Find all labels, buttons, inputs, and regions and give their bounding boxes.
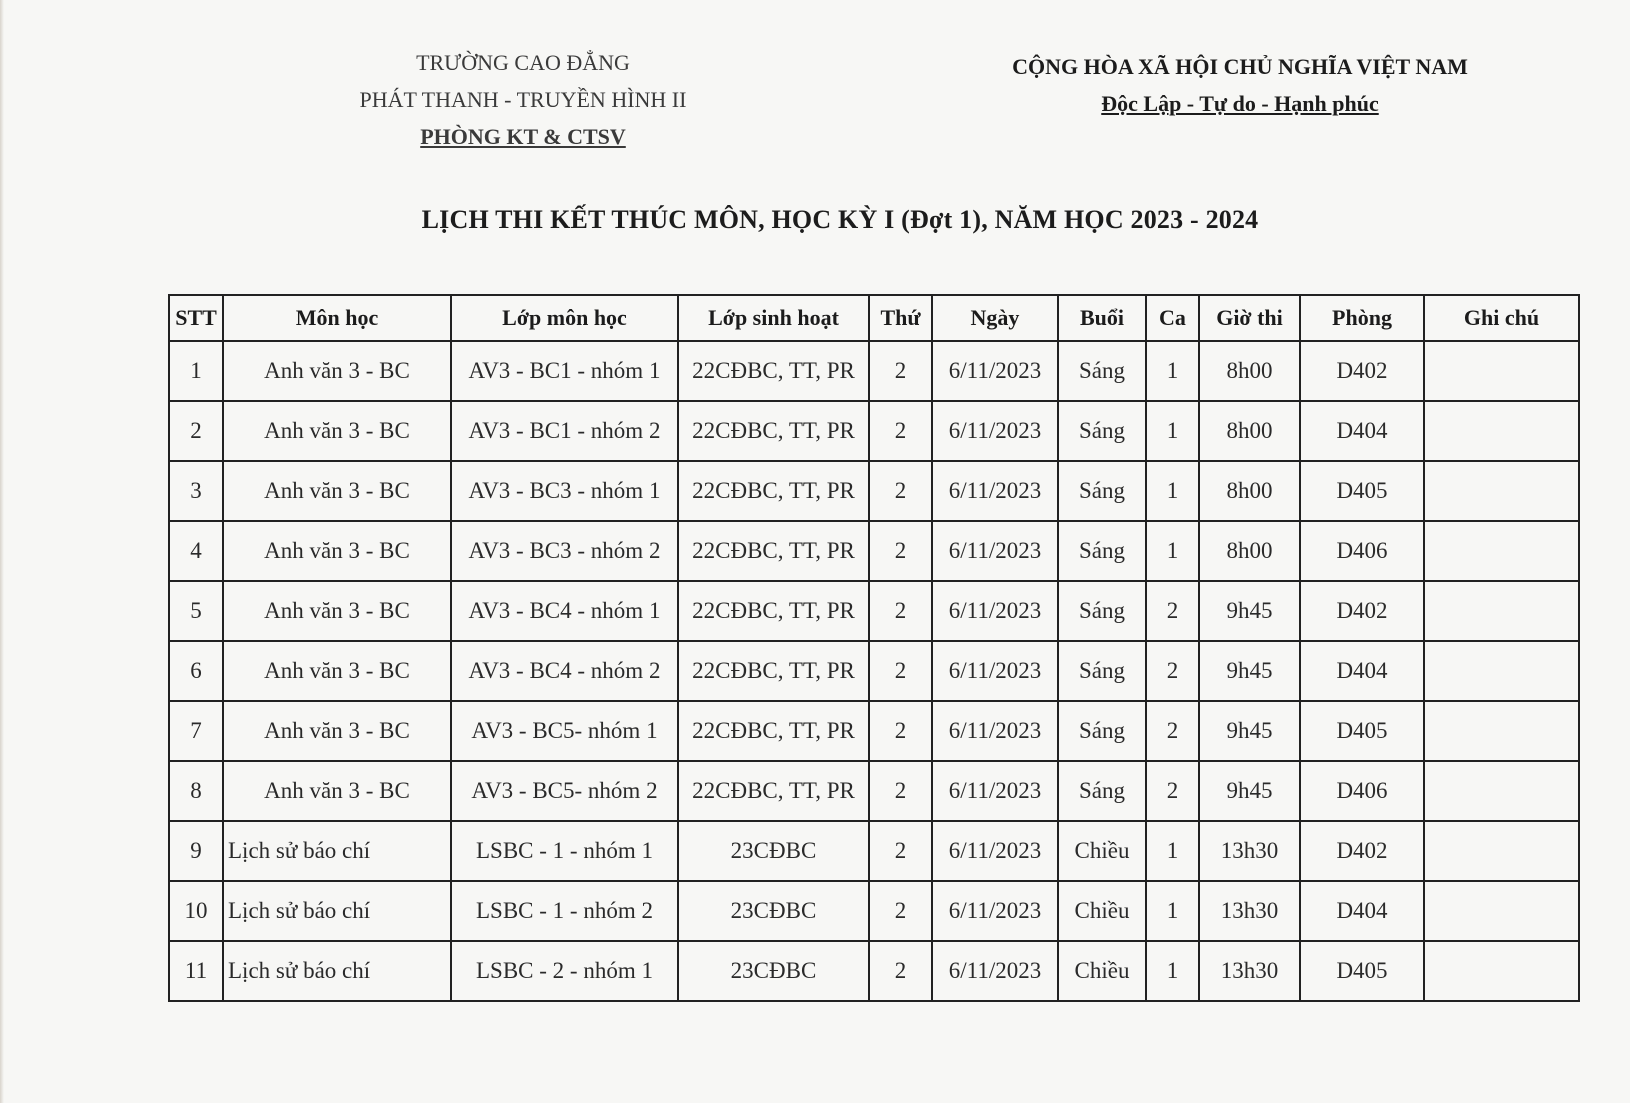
document-title: LỊCH THI KẾT THÚC MÔN, HỌC KỲ I (Đợt 1), NĂM HỌC 2023 - 2024 [421, 205, 1259, 234]
table-cell: 2 [869, 581, 932, 641]
table-cell: 2 [869, 401, 932, 461]
table-cell: 1 [1146, 401, 1199, 461]
table-cell: 13h30 [1199, 941, 1300, 1001]
school-header [318, 44, 728, 155]
table-cell: 22CĐBC, TT, PR [678, 521, 869, 581]
department-name: PHÒNG KT & CTSV [420, 124, 626, 149]
table-cell: AV3 - BC3 - nhóm 1 [451, 461, 678, 521]
table-cell: 22CĐBC, TT, PR [678, 461, 869, 521]
table-cell: 6/11/2023 [932, 581, 1058, 641]
column-header: Môn học [223, 295, 451, 341]
table-cell: AV3 - BC1 - nhóm 1 [451, 341, 678, 401]
table-cell: Sáng [1058, 641, 1146, 701]
table-cell: 2 [869, 821, 932, 881]
table-cell: 9h45 [1199, 701, 1300, 761]
table-cell: D404 [1300, 881, 1424, 941]
table-cell: 2 [1146, 641, 1199, 701]
table-cell: Sáng [1058, 761, 1146, 821]
table-row [169, 701, 1579, 761]
table-row [169, 521, 1579, 581]
table-cell [1424, 341, 1579, 401]
table-cell [1424, 941, 1579, 1001]
table-cell: AV3 - BC5- nhóm 2 [451, 761, 678, 821]
table-cell: AV3 - BC1 - nhóm 2 [451, 401, 678, 461]
table-cell [1424, 761, 1579, 821]
table-cell: D402 [1300, 341, 1424, 401]
table-cell: Chiều [1058, 941, 1146, 1001]
table-cell: Sáng [1058, 401, 1146, 461]
table-row [169, 881, 1579, 941]
table-cell [1424, 881, 1579, 941]
table-cell [1424, 521, 1579, 581]
table-cell: 9h45 [1199, 761, 1300, 821]
table-cell: D404 [1300, 401, 1424, 461]
table-cell: 9h45 [1199, 581, 1300, 641]
table-cell: D405 [1300, 701, 1424, 761]
table-cell: Anh văn 3 - BC [223, 521, 451, 581]
table-cell: LSBC - 2 - nhóm 1 [451, 941, 678, 1001]
table-cell: 2 [869, 461, 932, 521]
table-cell: Anh văn 3 - BC [223, 701, 451, 761]
table-cell [1424, 461, 1579, 521]
table-cell: 10 [169, 881, 223, 941]
table-cell: 8 [169, 761, 223, 821]
table-cell [1424, 701, 1579, 761]
column-header: Lớp sinh hoạt [678, 295, 869, 341]
table-cell: 13h30 [1199, 881, 1300, 941]
table-cell: 22CĐBC, TT, PR [678, 761, 869, 821]
table-cell: Lịch sử báo chí [223, 941, 451, 1001]
table-cell: 2 [869, 881, 932, 941]
table-row [169, 401, 1579, 461]
table-cell: D406 [1300, 761, 1424, 821]
table-cell: D405 [1300, 941, 1424, 1001]
table-cell: 23CĐBC [678, 941, 869, 1001]
table-cell: Sáng [1058, 341, 1146, 401]
table-row [169, 581, 1579, 641]
column-header: Ghi chú [1424, 295, 1579, 341]
table-cell: D405 [1300, 461, 1424, 521]
nation-name: CỘNG HÒA XÃ HỘI CHỦ NGHĨA VIỆT NAM [1012, 54, 1468, 79]
table-cell: 22CĐBC, TT, PR [678, 641, 869, 701]
table-cell: 13h30 [1199, 821, 1300, 881]
column-header: Phòng [1300, 295, 1424, 341]
table-cell: 2 [869, 941, 932, 1001]
table-cell: Anh văn 3 - BC [223, 641, 451, 701]
column-header: Buổi [1058, 295, 1146, 341]
page-edge [0, 0, 4, 1103]
table-cell: 22CĐBC, TT, PR [678, 701, 869, 761]
table-cell: Chiều [1058, 821, 1146, 881]
table-cell: 6/11/2023 [932, 401, 1058, 461]
school-name-line1: TRƯỜNG CAO ĐẲNG [416, 50, 630, 75]
table-body [169, 341, 1579, 1001]
table-cell: 6/11/2023 [932, 641, 1058, 701]
table-cell: 1 [1146, 881, 1199, 941]
table-cell: LSBC - 1 - nhóm 2 [451, 881, 678, 941]
table-cell: Sáng [1058, 461, 1146, 521]
table-cell [1424, 581, 1579, 641]
table-cell: 6/11/2023 [932, 341, 1058, 401]
table-cell: 6/11/2023 [932, 521, 1058, 581]
table-cell: 3 [169, 461, 223, 521]
table-cell: 2 [1146, 701, 1199, 761]
table-cell: 22CĐBC, TT, PR [678, 401, 869, 461]
table-cell: 6/11/2023 [932, 821, 1058, 881]
table-cell: 6/11/2023 [932, 941, 1058, 1001]
table-cell: Sáng [1058, 701, 1146, 761]
table-cell: 9h45 [1199, 641, 1300, 701]
table-cell: 1 [169, 341, 223, 401]
table-cell: LSBC - 1 - nhóm 1 [451, 821, 678, 881]
table-cell: 8h00 [1199, 401, 1300, 461]
table-cell: D406 [1300, 521, 1424, 581]
table-cell: 1 [1146, 461, 1199, 521]
table-cell: 2 [869, 701, 932, 761]
table-cell: 1 [1146, 341, 1199, 401]
column-header: Giờ thi [1199, 295, 1300, 341]
table-cell: 8h00 [1199, 461, 1300, 521]
table-cell: Anh văn 3 - BC [223, 581, 451, 641]
table-cell: 4 [169, 521, 223, 581]
table-cell: D402 [1300, 581, 1424, 641]
column-header: Lớp môn học [451, 295, 678, 341]
table-cell: 2 [1146, 581, 1199, 641]
column-header: Thứ [869, 295, 932, 341]
table-cell: 7 [169, 701, 223, 761]
table-cell: AV3 - BC3 - nhóm 2 [451, 521, 678, 581]
table-header-row [169, 295, 1579, 341]
table-cell: Sáng [1058, 581, 1146, 641]
table-cell: 2 [869, 761, 932, 821]
table-cell [1424, 821, 1579, 881]
table-row [169, 821, 1579, 881]
table-cell: 1 [1146, 821, 1199, 881]
table-cell: 6 [169, 641, 223, 701]
table-cell: 2 [869, 521, 932, 581]
nation-header [960, 48, 1520, 122]
table-cell: D404 [1300, 641, 1424, 701]
table-cell: AV3 - BC5- nhóm 1 [451, 701, 678, 761]
table-cell: Anh văn 3 - BC [223, 341, 451, 401]
table-cell: 22CĐBC, TT, PR [678, 341, 869, 401]
table-cell: 23CĐBC [678, 821, 869, 881]
exam-schedule-table [168, 294, 1580, 1002]
table-cell: D402 [1300, 821, 1424, 881]
table-cell: 2 [1146, 761, 1199, 821]
table-row [169, 641, 1579, 701]
table-cell: AV3 - BC4 - nhóm 1 [451, 581, 678, 641]
table-cell: 8h00 [1199, 341, 1300, 401]
table-cell: 2 [169, 401, 223, 461]
table-cell: 2 [869, 341, 932, 401]
table-cell: Anh văn 3 - BC [223, 401, 451, 461]
table-row [169, 941, 1579, 1001]
table-cell: 22CĐBC, TT, PR [678, 581, 869, 641]
table-cell [1424, 401, 1579, 461]
table-cell: 1 [1146, 521, 1199, 581]
table-cell: 8h00 [1199, 521, 1300, 581]
school-name-line2: PHÁT THANH - TRUYỀN HÌNH II [359, 87, 687, 112]
table-cell: Lịch sử báo chí [223, 821, 451, 881]
table-cell: 6/11/2023 [932, 701, 1058, 761]
table-row [169, 341, 1579, 401]
table-cell: Sáng [1058, 521, 1146, 581]
table-row [169, 761, 1579, 821]
table-cell: 2 [869, 641, 932, 701]
column-header: Ca [1146, 295, 1199, 341]
table-cell: 5 [169, 581, 223, 641]
table-cell: Anh văn 3 - BC [223, 761, 451, 821]
table-cell: 6/11/2023 [932, 461, 1058, 521]
table-cell: Chiều [1058, 881, 1146, 941]
table-cell: AV3 - BC4 - nhóm 2 [451, 641, 678, 701]
table-cell: 23CĐBC [678, 881, 869, 941]
national-motto: Độc Lập - Tự do - Hạnh phúc [1101, 91, 1379, 116]
table-cell [1424, 641, 1579, 701]
table-row [169, 461, 1579, 521]
table-cell: Anh văn 3 - BC [223, 461, 451, 521]
column-header: Ngày [932, 295, 1058, 341]
column-header: STT [169, 295, 223, 341]
table-cell: 9 [169, 821, 223, 881]
table-cell: 1 [1146, 941, 1199, 1001]
table-cell: Lịch sử báo chí [223, 881, 451, 941]
table-cell: 11 [169, 941, 223, 1001]
table-cell: 6/11/2023 [932, 761, 1058, 821]
table-cell: 6/11/2023 [932, 881, 1058, 941]
